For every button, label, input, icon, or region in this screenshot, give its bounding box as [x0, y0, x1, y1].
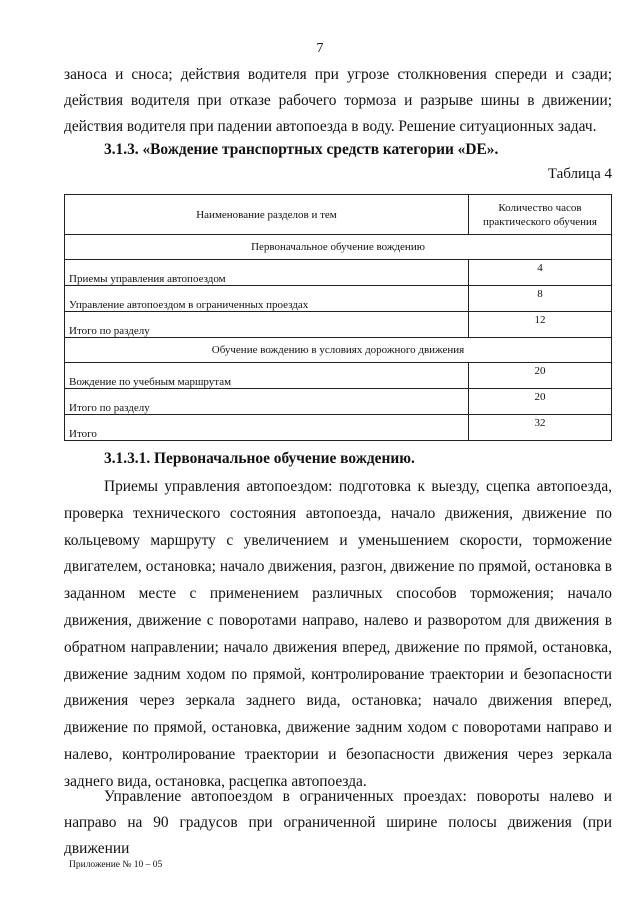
total-label-cell: Итого	[65, 415, 469, 441]
hours-cell: 20	[469, 363, 612, 389]
table-row	[65, 312, 612, 338]
hours-cell: 12	[469, 312, 612, 338]
page-footer: Приложение № 10 – 05	[69, 860, 163, 870]
page-number: 7	[316, 41, 324, 56]
subsection-heading: 3.1.3.1. Первоначальное обучение вождению.	[104, 450, 415, 467]
section-row	[65, 235, 612, 260]
hours-cell: 4	[469, 260, 612, 286]
table-row	[65, 389, 612, 415]
hours-cell: 20	[469, 389, 612, 415]
section-title-cell: Обучение вождению в условиях дорожного движения	[65, 338, 612, 363]
topic-cell: Приемы управления автопоездом	[65, 260, 469, 286]
intro-paragraph: заноса и сноса; действия водителя при угрозе столкновения спереди и сзади; действия водителя при отказе рабочего тормоза и разрыве шины в движении; действия водителя при падении автопоезда в воду. Решение ситуационных задач.	[64, 66, 612, 135]
topic-cell: Итого по разделу	[65, 389, 469, 415]
total-hours-cell: 32	[469, 415, 612, 441]
table-row	[65, 286, 612, 312]
topic-cell: Управление автопоездом в ограниченных проездах	[65, 286, 469, 312]
table-row	[65, 363, 612, 389]
table-row	[65, 260, 612, 286]
topic-cell: Итого по разделу	[65, 312, 469, 338]
hours-cell: 8	[469, 286, 612, 312]
header-hours-cell: Количество часов практического обучения	[469, 195, 612, 235]
table-label: Таблица 4	[547, 166, 612, 182]
section-row	[65, 338, 612, 363]
topic-cell: Вождение по учебным маршрутам	[65, 363, 469, 389]
section-title-cell: Первоначальное обучение вождению	[65, 235, 612, 260]
body-paragraph: Приемы управления автопоездом: подготовка к выезду, сцепка автопоезда, проверка технического состояния автопоезда, начало движения, движение по кольцевому маршруту с увеличением и уменьшением скорости, торможение двигателем, остановка; начало движения, разгон, движение по прямой, остановка в заданном месте с применением различных способов торможения; начало движения, движение с поворотами направо, налево и разворотом для движения в обратном направлении; начало движения вперед, движение по прямой, остановка, движение задним ходом по прямой, контролирование траектории и безопасности движения через зеркала заднего вида, остановка; начало движения вперед, движение по прямой, остановка, движение задним ходом с поворотами направо и налево, контролирование траектории и безопасности движения через зеркала заднего вида, остановка, расцепка автопоезда.	[64, 478, 612, 790]
total-row	[65, 415, 612, 441]
hours-table	[64, 194, 612, 441]
header-topic-cell: Наименование разделов и тем	[65, 195, 469, 235]
body-paragraph: Управление автопоездом в ограниченных проездах: повороты налево и направо на 90 градусов при ограниченной ширине полосы движения (при движении	[64, 788, 612, 857]
section-heading: 3.1.3. «Вождение транспортных средств категории «DE».	[104, 141, 499, 158]
table-header-row	[65, 195, 612, 235]
